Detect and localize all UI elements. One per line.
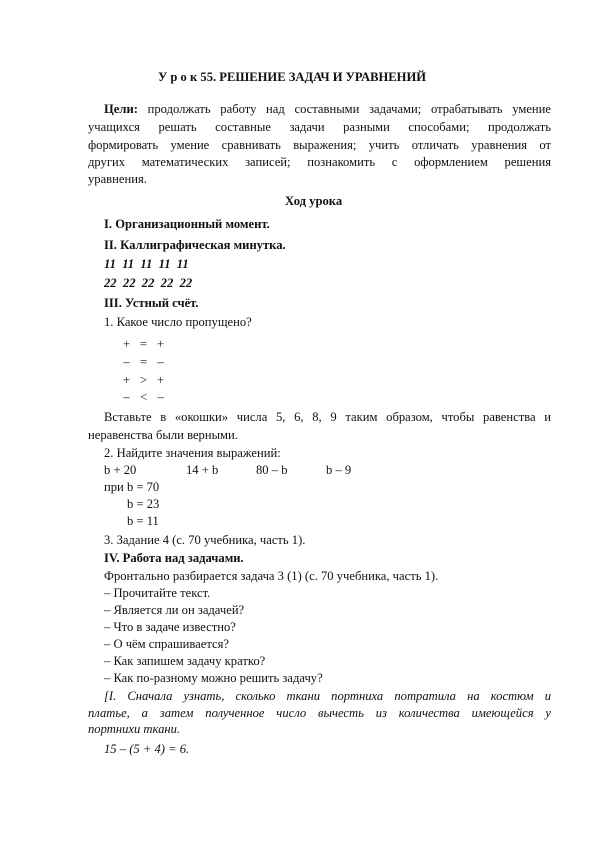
sign-row-2: [118, 355, 169, 370]
question-2: – Является ли он задачей?: [104, 603, 245, 617]
calligraphy-row-1: 11 11 11 11 11: [104, 257, 189, 271]
answer-line-2: платье, а затем полученное число вычесть из количества имеющейся у: [88, 706, 551, 720]
question-4: – О чём спрашивается?: [104, 637, 229, 651]
sign: +: [122, 373, 131, 387]
goals-line-4: других математических записей; познакомить с оформлением решения: [88, 155, 551, 169]
goals-line-3: формировать умение сравнивать выражения; учить отличать уравнения от: [88, 138, 551, 152]
sign: +: [156, 337, 165, 351]
calligraphy-row-2: 22 22 22 22 22: [104, 276, 193, 290]
sign: –: [157, 390, 164, 404]
sign-row-4: [118, 390, 169, 405]
sign: –: [123, 355, 130, 369]
insert-text-2: неравенства были верными.: [88, 428, 238, 442]
sign: >: [139, 373, 148, 387]
task-3: 3. Задание 4 (с. 70 учебника, часть 1).: [104, 533, 306, 547]
answer-line-1: [I. Сначала узнать, сколько ткани портниха потратила на костюм и: [104, 689, 551, 703]
sign: =: [139, 355, 148, 369]
course-heading: Ход урока: [285, 194, 343, 208]
goals-label: Цели:: [104, 102, 138, 116]
b-value-1: b = 70: [126, 480, 160, 494]
question-6: – Как по-разному можно решить задачу?: [104, 671, 323, 685]
expression-2: 14 + b: [186, 463, 219, 477]
when-row: [104, 480, 159, 495]
expression-3: 80 – b: [256, 463, 288, 477]
sign: +: [156, 373, 165, 387]
sign: –: [157, 355, 164, 369]
task-2: 2. Найдите значения выражений:: [104, 446, 281, 460]
goals-line-1: [104, 102, 551, 117]
b-value-3: b = 11: [127, 514, 159, 528]
section-3-heading: III. Устный счёт.: [104, 296, 199, 310]
sign: <: [139, 390, 148, 404]
sign: +: [122, 337, 131, 351]
task-1: 1. Какое число пропущено?: [104, 315, 252, 329]
section-1-heading: I. Организационный момент.: [104, 217, 270, 231]
sign: –: [123, 390, 130, 404]
sign-row-3: [118, 373, 169, 388]
sign: =: [139, 337, 148, 351]
lesson-title: У р о к 55. РЕШЕНИЕ ЗАДАЧ И УРАВНЕНИЙ: [158, 70, 427, 84]
question-3: – Что в задаче известно?: [104, 620, 236, 634]
goals-line-5: уравнения.: [88, 172, 147, 186]
answer-line-3: портнихи ткани.: [88, 722, 181, 736]
question-5: – Как запишем задачу кратко?: [104, 654, 266, 668]
equation: 15 – (5 + 4) = 6.: [104, 742, 190, 756]
when-label: при: [104, 480, 124, 494]
question-1: – Прочитайте текст.: [104, 586, 211, 600]
goals-text-1: продолжать работу над составными задачами; отрабатывать умение: [147, 102, 551, 116]
section-4-heading: IV. Работа над задачами.: [104, 551, 244, 565]
goals-line-2: учащихся решать составные задачи разными способами; продолжать: [88, 120, 551, 134]
expression-1: b + 20: [104, 463, 137, 477]
b-value-2: b = 23: [127, 497, 160, 511]
expression-4: b – 9: [326, 463, 352, 477]
insert-text-1: Вставьте в «окошки» числа 5, 6, 8, 9 таким образом, чтобы равенства и: [104, 410, 551, 424]
frontal-text: Фронтально разбирается задача 3 (1) (с. 70 учебника, часть 1).: [104, 569, 439, 583]
sign-row-1: [118, 337, 169, 352]
section-2-heading: II. Каллиграфическая минутка.: [104, 238, 286, 252]
